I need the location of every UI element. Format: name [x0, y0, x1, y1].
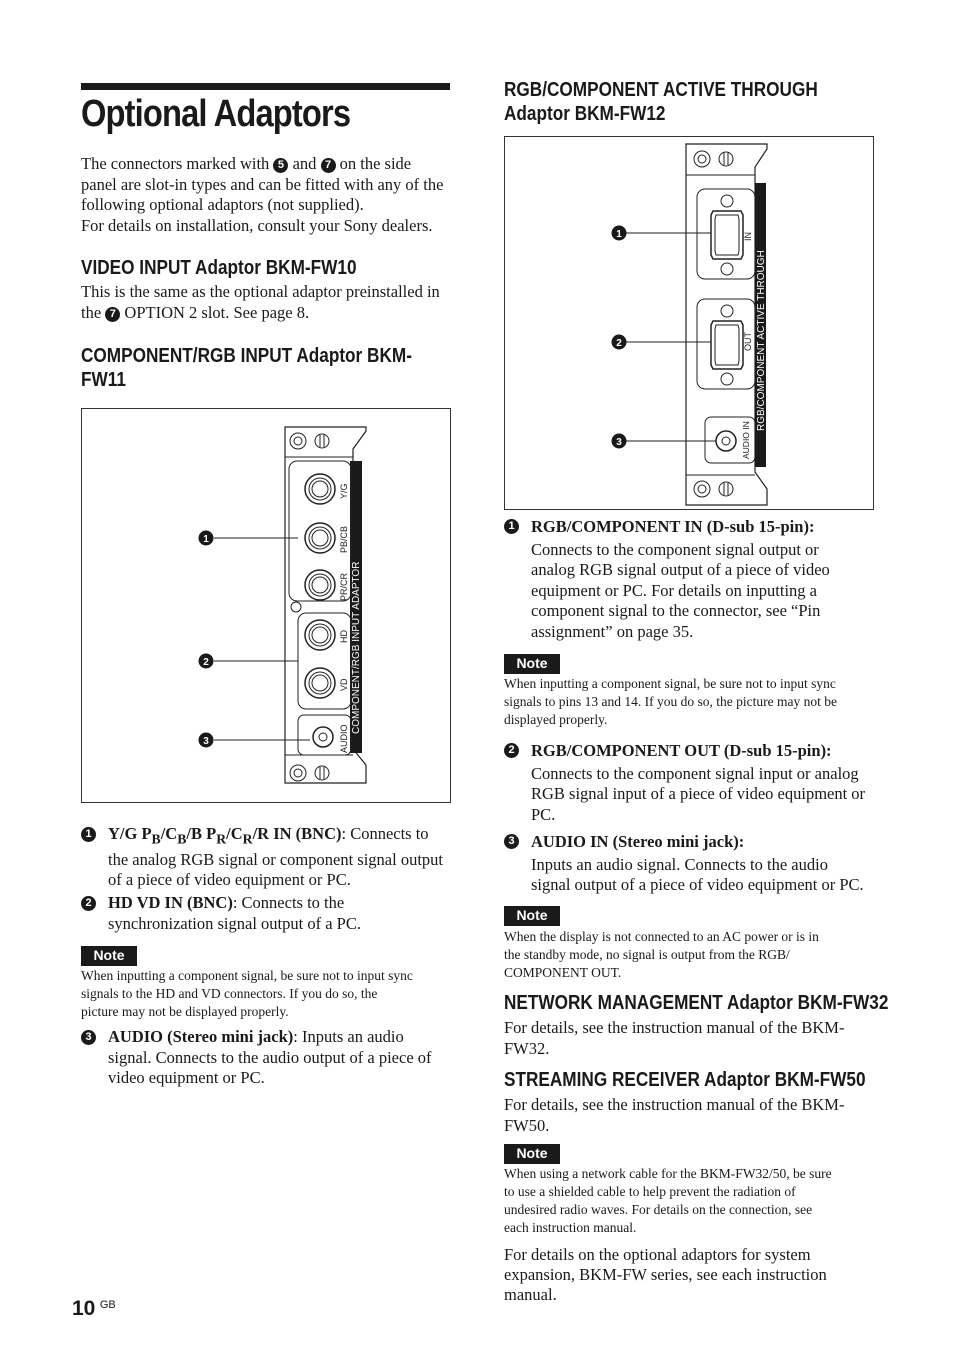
- note-label: Note: [504, 654, 560, 674]
- note-label: Note: [504, 1144, 560, 1164]
- callout-1: [612, 226, 627, 241]
- fw50-heading: STREAMING RECEIVER Adaptor BKM-FW50: [504, 1069, 866, 1091]
- svg-text:1: 1: [203, 534, 209, 545]
- intro-line-3: following optional adaptors (not supplied).: [81, 195, 364, 214]
- fw12-note-1-text: When inputting a component signal, be sure not to input sync signals to pins 13 and 14. If you do so, the picture may not be displayed properly.: [504, 676, 837, 727]
- fw50-note-text: When using a network cable for the BKM-FW32/50, be sure to use a shielded cable to help prevent the radiation of undesired radio waves. For details on the connection, see each instruction manual.: [504, 1166, 832, 1235]
- callout-3: [612, 434, 627, 449]
- intro-line-1: The connectors marked with 5 and 7 on the side: [81, 154, 412, 173]
- fw12-item-3: AUDIO IN (Stereo mini jack): Inputs an audio signal. Connects to the audio signal output of a piece of video equipment or PC.: [531, 832, 891, 896]
- note-label: Note: [81, 946, 137, 966]
- callout-1: [199, 531, 214, 546]
- screw-icon: [719, 482, 733, 496]
- fw50-paragraph: For details, see the instruction manual of the BKM- FW50.: [504, 1095, 845, 1135]
- item-number-3: 3: [81, 1030, 96, 1045]
- fw11-item-1-line-3: of a piece of video equipment or PC.: [108, 870, 351, 890]
- page-title: Optional Adaptors: [81, 93, 351, 135]
- note-label: Note: [504, 906, 560, 926]
- item-number-1: 1: [504, 519, 519, 534]
- circled-number-icon: 7: [105, 307, 120, 322]
- bnc-connector-icon: [305, 620, 335, 650]
- callout-3: [199, 733, 214, 748]
- fw11-panel-figure: [81, 408, 451, 803]
- fw11-panel-drawing: [82, 409, 450, 802]
- fw11-item-1-line-1: Y/G $P_B/C_B/B$ $P_R/C_R/R$ IN (BNC): Connects to: [108, 824, 429, 847]
- label-pbcb: PB/CB: [339, 525, 349, 553]
- bnc-connector-icon: [305, 570, 335, 600]
- fw12-item-1-heading: RGB/COMPONENT IN (D-sub 15-pin):: [531, 517, 815, 536]
- fw11-note-text: When inputting a component signal, be sure not to input sync signals to the HD and VD connectors. If you do so, the picture may not be displayed properly.: [81, 968, 413, 1019]
- svg-text:1: 1: [616, 229, 622, 240]
- screw-icon: [315, 766, 329, 780]
- fw11-heading: COMPONENT/RGB INPUT Adaptor BKM- FW11: [81, 345, 412, 391]
- svg-text:2: 2: [203, 657, 209, 668]
- fw10-line-1: This is the same as the optional adaptor preinstalled in: [81, 282, 440, 301]
- fw10-heading: VIDEO INPUT Adaptor BKM-FW10: [81, 257, 357, 279]
- fw11-item-2-line-1: HD VD IN (BNC): Connects to the: [108, 893, 345, 912]
- intro-line-4: For details on installation, consult your Sony dealers.: [81, 215, 433, 235]
- fw12-item-2-heading: RGB/COMPONENT OUT (D-sub 15-pin):: [531, 741, 832, 760]
- fw12-panel-figure: [504, 136, 874, 510]
- fw11-item-3-line-2: signal. Connects to the audio output of a piece of: [108, 1047, 432, 1067]
- label-audio-in: AUDIO IN: [741, 421, 751, 459]
- dsub-connector-icon: [711, 195, 743, 275]
- audio-jack-icon: [716, 431, 736, 451]
- label-in: IN: [743, 232, 753, 241]
- screw-icon: [315, 434, 329, 448]
- screw-icon: [290, 765, 306, 781]
- svg-text:3: 3: [616, 437, 622, 448]
- title-rule: [81, 83, 450, 90]
- audio-jack-icon: [313, 727, 333, 747]
- fw11-item-1-line-2: the analog RGB signal or component signal output: [108, 849, 443, 869]
- fw11-item-3-line-1: AUDIO (Stereo mini jack): Inputs an audio: [108, 1027, 404, 1046]
- fw32-heading: NETWORK MANAGEMENT Adaptor BKM-FW32: [504, 992, 889, 1014]
- fw11-item-3-line-3: video equipment or PC.: [108, 1068, 265, 1087]
- fw32-paragraph: For details, see the instruction manual of the BKM- FW32.: [504, 1018, 845, 1058]
- fw10-line-2: the 7 OPTION 2 slot. See page 8.: [81, 302, 310, 322]
- screw-icon: [719, 152, 733, 166]
- fw11-item-3: [108, 1027, 458, 1089]
- callout-2: [199, 654, 214, 669]
- bnc-connector-icon: [305, 523, 335, 553]
- label-prcr: PR/CR: [339, 572, 349, 601]
- fw11-item-1: [108, 824, 458, 891]
- intro-line-2: panel are slot-in types and can be fitted with any of the: [81, 174, 444, 194]
- intro-paragraph: [81, 154, 456, 236]
- label-audio: AUDIO: [339, 724, 349, 753]
- bnc-connector-icon: [305, 668, 335, 698]
- fw12-item-1: RGB/COMPONENT IN (D-sub 15-pin): Connects to the component signal output or analog RGB signal output of a piece of video equipment or PC. For details on inputting a component signal to the connector, see “Pin assignment” on page 35.: [531, 517, 891, 642]
- screw-icon: [694, 481, 710, 497]
- dsub-connector-icon: [711, 305, 743, 385]
- label-yg: Y/G: [339, 483, 349, 499]
- fw12-note-2-text: When the display is not connected to an AC power or is in the standby mode, no signal is output from the RGB/ COMPONENT OUT.: [504, 929, 819, 980]
- screw-icon: [291, 602, 301, 612]
- item-number-1: 1: [81, 827, 96, 842]
- label-vd: VD: [339, 678, 349, 691]
- item-number-3: 3: [504, 834, 519, 849]
- item-number-2: 2: [504, 743, 519, 758]
- fw12-panel-drawing: [505, 137, 873, 509]
- fw11-item-2: [108, 893, 458, 934]
- label-hd: HD: [339, 630, 349, 643]
- fw12-item-3-heading: AUDIO IN (Stereo mini jack):: [531, 832, 745, 851]
- callout-2: [612, 335, 627, 350]
- bnc-connector-icon: [305, 474, 335, 504]
- fw10-paragraph: [81, 282, 456, 323]
- screw-icon: [290, 433, 306, 449]
- screw-icon: [694, 151, 710, 167]
- label-out: OUT: [743, 332, 753, 351]
- page-number: 10 $^{GB}$: [72, 1297, 116, 1320]
- svg-text:2: 2: [616, 338, 622, 349]
- circled-number-icon: 7: [321, 158, 336, 173]
- item-number-2: 2: [81, 896, 96, 911]
- svg-text:3: 3: [203, 736, 209, 747]
- adaptor-strip-label: COMPONENT/RGB INPUT ADAPTOR: [351, 561, 362, 734]
- fw12-item-2: RGB/COMPONENT OUT (D-sub 15-pin): Connects to the component signal input or analog RGB signal input of a piece of video equipment or PC.: [531, 741, 891, 825]
- fw11-item-2-line-2: synchronization signal output of a PC.: [108, 913, 361, 933]
- fw12-heading: RGB/COMPONENT ACTIVE THROUGH Adaptor BKM-FW12: [504, 79, 818, 125]
- closing-paragraph: For details on the optional adaptors for system expansion, BKM-FW series, see each instruction manual.: [504, 1245, 827, 1304]
- adaptor-strip-label: RGB/COMPONENT ACTIVE THROUGH: [756, 250, 767, 431]
- circled-number-icon: 5: [273, 158, 288, 173]
